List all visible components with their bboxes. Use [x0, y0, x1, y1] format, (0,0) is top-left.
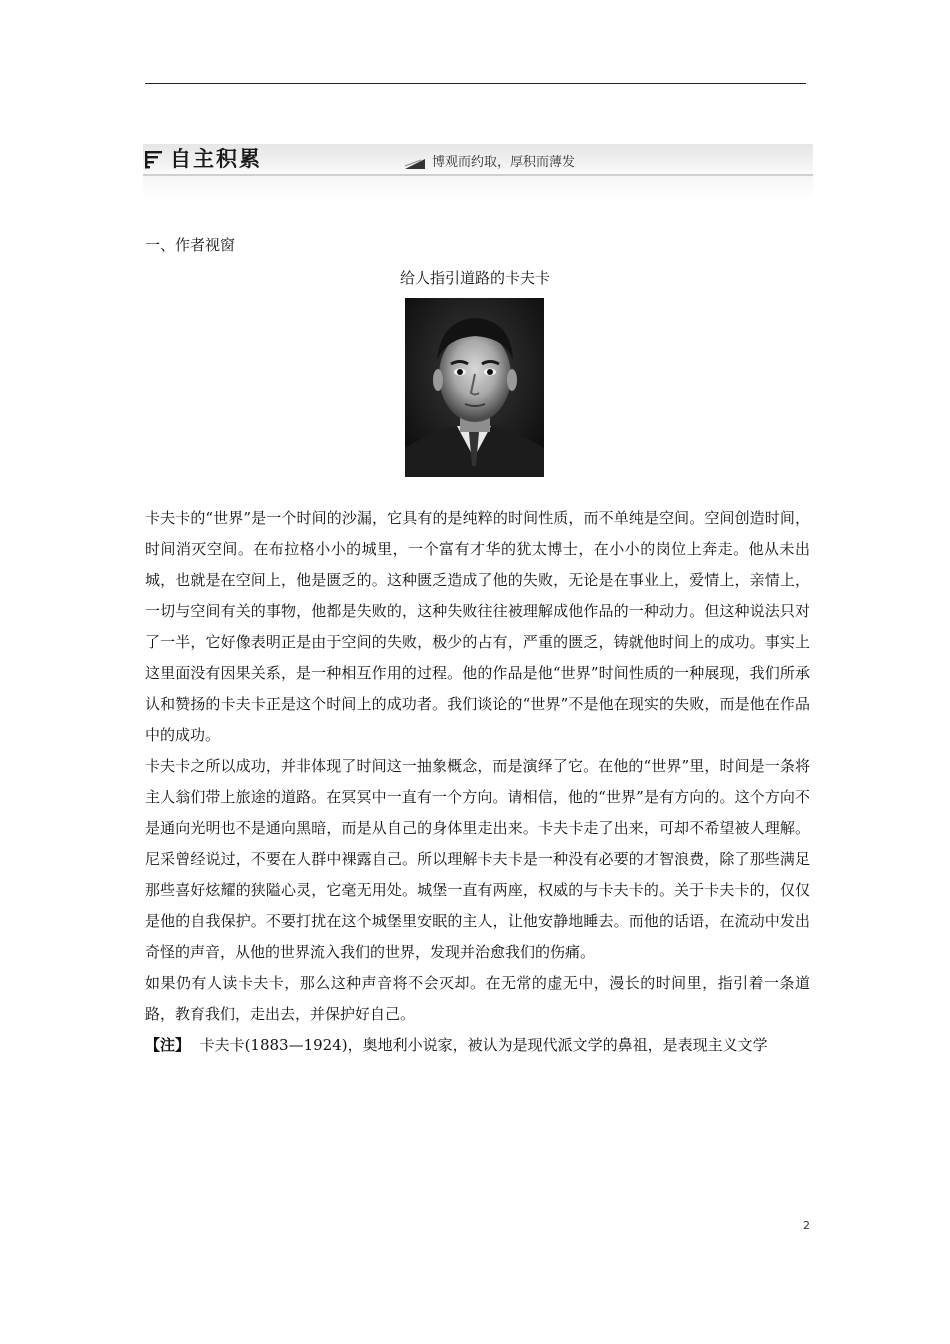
article-body — [145, 503, 810, 1061]
page-number: 2 — [803, 1219, 810, 1232]
banner-wedge-icon — [405, 159, 425, 169]
header-rule — [145, 83, 806, 84]
section-heading: 一、作者视窗 — [145, 236, 236, 254]
article-paragraph: 卡夫卡之所以成功，并非体现了时间这一抽象概念，而是演绎了它。在他的“世界”里，时间是一条将主人翁们带上旅途的道路。在冥冥中一直有一个方向。请相信，他的“世界”是有方向的。这个方向不是通向光明也不是通向黑暗，而是从自己的身体里走出来。卡夫卡走了出来，可却不希望被人理解。尼采曾经说过，不要在人群中裸露自己。所以理解卡夫卡是一种没有必要的才智浪费，除了那些满足那些喜好炫耀的狭隘心灵，它毫无用处。城堡一直有两座，权威的与卡夫卡的。关于卡夫卡的，仅仅是他的自我保护。不要打扰在这个城堡里安眠的主人，让他安静地睡去。而他的话语，在流动中发出奇怪的声音，从他的世界流入我们的世界，发现并治愈我们的伤痛。 — [145, 757, 810, 961]
section-banner — [143, 128, 813, 200]
banner-title: 自主积累 — [170, 147, 262, 171]
portrait-photo — [405, 298, 544, 477]
banner-subtitle: 博观而约取，厚积而薄发 — [432, 155, 576, 170]
note-text: 卡夫卡(1883—1924)，奥地利小说家，被认为是现代派文学的鼻祖，是表现主义文学 — [199, 1036, 768, 1054]
article-paragraph: 如果仍有人读卡夫卡，那么这种声音将不会灭却。在无常的虚无中，漫长的时间里，指引着一条道路，教育我们，走出去，并保护好自己。 — [145, 974, 810, 1023]
article-title: 给人指引道路的卡夫卡 — [399, 269, 550, 287]
banner-fade — [143, 176, 813, 200]
note-label: 【注】 — [145, 1036, 191, 1054]
stacked-lines-icon — [145, 150, 163, 170]
article-paragraph: 卡夫卡的“世界”是一个时间的沙漏，它具有的是纯粹的时间性质，而不单纯是空间。空间创造时间，时间消灭空间。在布拉格小小的城里，一个富有才华的犹太博士，在小小的岗位上奔走。他从未出城，也就是在空间上，他是匮乏的。这种匮乏造成了他的失败，无论是在事业上，爱情上，亲情上，一切与空间有关的事物，他都是失败的，这种失败往往被理解成他作品的一种动力。但这种说法只对了一半，它好像表明正是由于空间的失败，极少的占有，严重的匮乏，铸就他时间上的成功。事实上这里面没有因果关系，是一种相互作用的过程。他的作品是他“世界”时间性质的一种展现，我们所承认和赞扬的卡夫卡正是这个时间上的成功者。我们谈论的“世界”不是他在现实的失败，而是他在作品中的成功。 — [145, 509, 810, 744]
author-note — [145, 1030, 810, 1061]
